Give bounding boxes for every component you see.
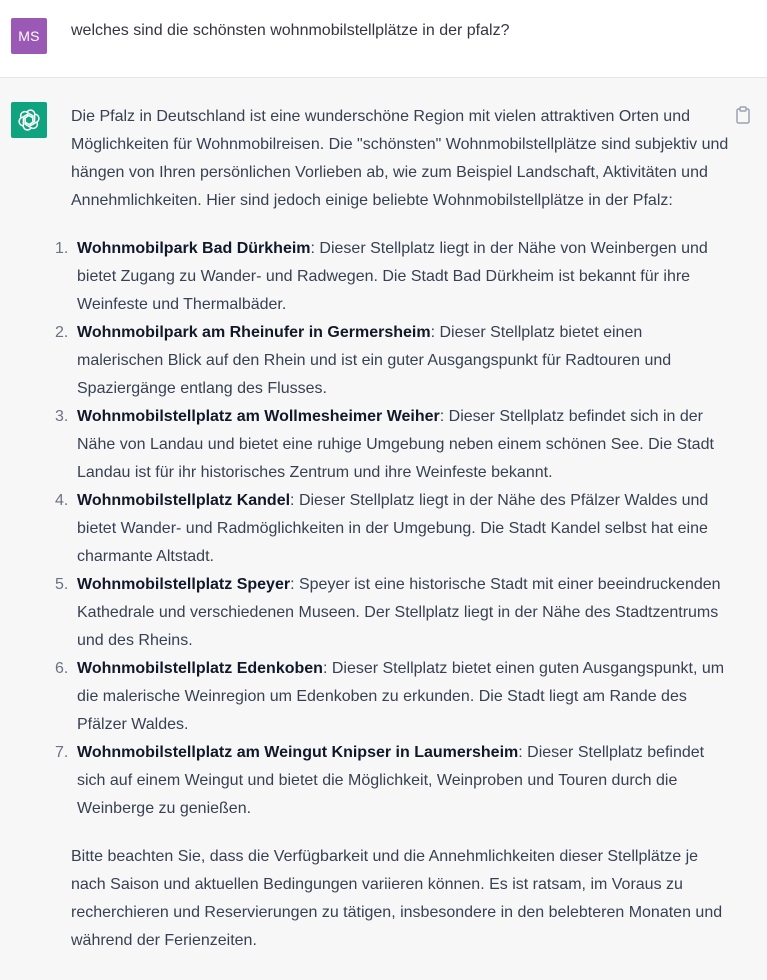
list-item (55, 235, 731, 319)
list-item (55, 487, 731, 571)
list-item-name: Wohnmobilstellplatz am Wollmesheimer Weiher (77, 408, 440, 425)
list-item-number: 1. (55, 240, 69, 257)
outro-paragraph: Bitte beachten Sie, dass die Verfügbarkeit und die Annehmlichkeiten dieser Stellplätze je nach Saison und aktuellen Bedingungen variieren können. Es ist ratsam, im Voraus zu recherchieren und Reservierungen zu tätigen, insbesondere in den belebteren Monaten und während der Ferienzeiten. (71, 848, 723, 949)
list-item-name: Wohnmobilstellplatz am Weingut Knipser in Laumersheim (77, 744, 519, 761)
list-item (55, 655, 731, 739)
list-item-description: : Dieser Stellplatz liegt in der Nähe von Weinbergen und bietet Zugang zu Wander- und Radwegen. Die Stadt Bad Dürkheim ist bekannt für ihre Weinfeste und Thermalbäder. (77, 240, 708, 313)
list-item-number: 3. (55, 408, 69, 425)
list-item-number: 5. (55, 576, 69, 593)
assistant-avatar (11, 102, 47, 138)
user-message-text: welches sind die schönsten wohnmobilstellplätze in der pfalz? (71, 22, 510, 39)
assistant-message-content (55, 103, 731, 955)
list-item-number: 4. (55, 492, 69, 509)
intro-paragraph: Die Pfalz in Deutschland ist eine wunderschöne Region mit vielen attraktiven Orten und Möglichkeiten für Wohnmobilreisen. Die "schönsten" Wohnmobilstellplätze sind subjektiv und hängen von Ihren persönlichen Vorlieben ab, wie zum Beispiel Landschaft, Aktivitäten und Annehmlichkeiten. Hier sind jedoch einige beliebte Wohnmobilstellplätze in der Pfalz: (71, 108, 729, 209)
list-item (55, 571, 731, 655)
assistant-message-row (0, 78, 767, 980)
user-avatar-initials: MS (18, 28, 40, 44)
list-item-description: : Speyer ist eine historische Stadt mit einer beeindruckenden Kathedrale und verschiedenen Museen. Der Stellplatz liegt in der Nähe des Stadtzentrums und des Rheins. (77, 576, 721, 649)
list-item-name: Wohnmobilstellplatz Speyer (77, 576, 291, 593)
clipboard-icon[interactable] (735, 106, 751, 124)
list-item-name: Wohnmobilstellplatz Kandel (77, 492, 291, 509)
list-item-number: 6. (55, 660, 69, 677)
list-item-description: : Dieser Stellplatz bietet einen malerischen Blick auf den Rhein und ist ein guter Ausgangspunkt für Radtouren und Spaziergänge entlang des Flusses. (77, 324, 672, 397)
list-item-description: : Dieser Stellplatz befindet sich auf einem Weingut und bietet die Möglichkeit, Weinproben und Touren durch die Weinberge zu genießen. (77, 744, 705, 817)
list-item-description: : Dieser Stellplatz liegt in der Nähe des Pfälzer Waldes und bietet Wander- und Radmöglichkeiten in der Umgebung. Die Stadt Kandel selbst hat eine charmante Altstadt. (77, 492, 709, 565)
list-item-name: Wohnmobilstellplatz Edenkoben (77, 660, 323, 677)
user-avatar (11, 18, 47, 54)
stellplatz-list (55, 235, 731, 823)
list-item-description: : Dieser Stellplatz bietet einen guten Ausgangspunkt, um die malerische Weinregion um Edenkoben zu erkunden. Die Stadt liegt am Rande des Pfälzer Waldes. (77, 660, 725, 733)
list-item (55, 319, 731, 403)
list-item-number: 2. (55, 324, 69, 341)
list-item (55, 403, 731, 487)
list-item-description: : Dieser Stellplatz befindet sich in der Nähe von Landau und bietet eine ruhige Umgebung neben einem schönen See. Die Stadt Landau ist für ihr historisches Zentrum und ihre Weinfeste bekannt. (77, 408, 714, 481)
list-item (55, 739, 731, 823)
list-item-name: Wohnmobilpark Bad Dürkheim (77, 240, 311, 257)
list-item-number: 7. (55, 744, 69, 761)
list-item-name: Wohnmobilpark am Rheinufer in Germersheim (77, 324, 431, 341)
openai-logo-icon (17, 108, 41, 132)
user-message-row (0, 0, 767, 78)
